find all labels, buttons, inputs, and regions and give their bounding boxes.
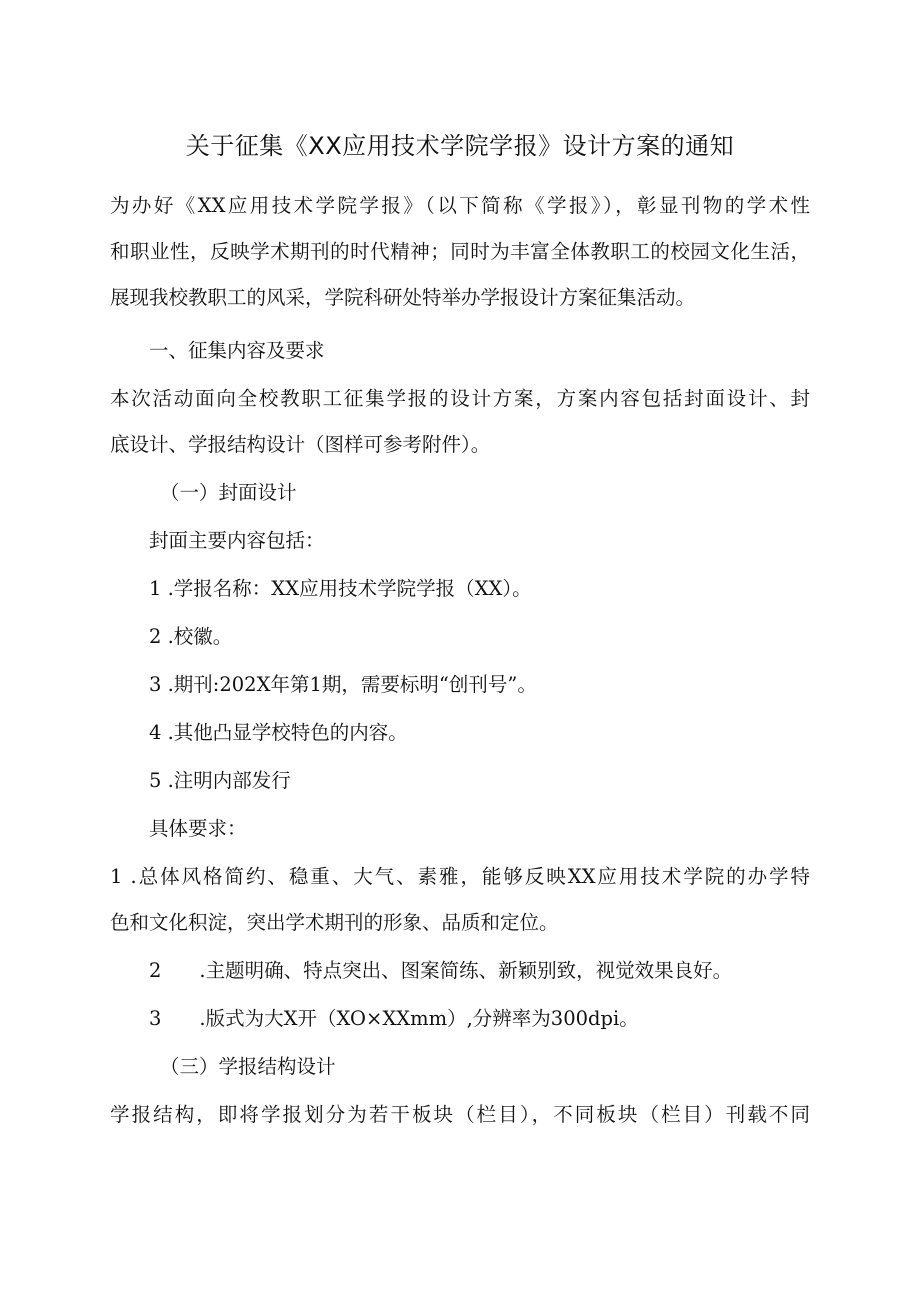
requirement-2-text: .主题明确、特点突出、图案简练、新颖别致，视觉效果良好。 — [199, 959, 733, 982]
intro-line-3: 展现我校教职工的风采，学院科研处特举办学报设计方案征集活动。 — [110, 286, 696, 309]
cover-item-5: 5 .注明内部发行 — [149, 769, 291, 792]
document-title: 关于征集《XX应用技术学院学报》设计方案的通知 — [185, 132, 735, 160]
requirement-3 — [149, 1003, 639, 1035]
cover-item-1: 1 .学报名称：XX应用技术学院学报（XX）。 — [149, 577, 532, 600]
requirement-3-number: 3 — [149, 1007, 162, 1030]
cover-item-4: 4 .其他凸显学校特色的内容。 — [149, 721, 408, 744]
requirement-2-number: 2 — [149, 959, 162, 982]
requirement-3-text: .版式为大X开（XO×XXmm）,分辨率为300dpi。 — [199, 1007, 639, 1030]
section1-body-line-1: 本次活动面向全校教职工征集学报的设计方案，方案内容包括封面设计、封 — [110, 387, 810, 410]
section1-heading: 一、征集内容及要求 — [149, 339, 325, 362]
requirements-heading: 具体要求： — [149, 817, 247, 840]
cover-intro: 封面主要内容包括： — [149, 529, 325, 552]
requirement-1-line-2: 色和文化积淀，突出学术期刊的形象、品质和定位。 — [110, 911, 559, 934]
cover-design-heading: （一）封面设计 — [160, 481, 297, 504]
cover-item-3: 3 .期刊:202X年第1期，需要标明“创刊号”。 — [149, 673, 537, 696]
structure-design-heading: （三）学报结构设计 — [160, 1055, 336, 1078]
requirement-1-line-1: 1 .总体风格简约、稳重、大气、素雅，能够反映XX应用技术学院的办学特 — [110, 865, 810, 888]
cover-item-2: 2 .校徽。 — [149, 625, 233, 648]
structure-body-line-1: 学报结构，即将学报划分为若干板块（栏目），不同板块（栏目）刊载不同 — [110, 1103, 810, 1126]
intro-line-2: 和职业性，反映学术期刊的时代精神；同时为丰富全体教职工的校园文化生活， — [110, 240, 810, 263]
intro-line-1: 为办好《XX应用技术学院学报》（以下简称《学报》），彰显刊物的学术性 — [110, 194, 810, 217]
requirement-2 — [149, 955, 732, 987]
section1-body-line-2: 底设计、学报结构设计（图样可参考附件）。 — [110, 433, 491, 456]
